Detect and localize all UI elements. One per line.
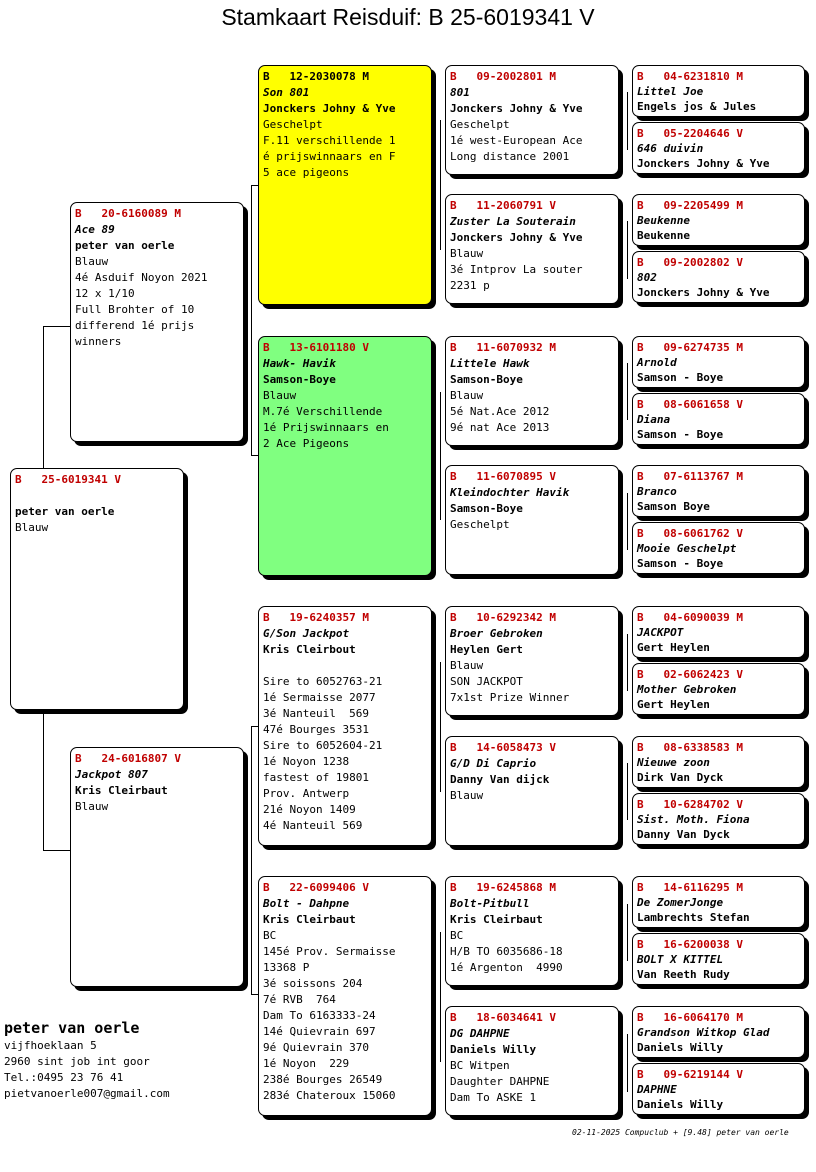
breeder: Kris Cleirbaut — [450, 913, 543, 926]
ring-number: B 09-2205499 M — [637, 199, 743, 212]
info-line: H/B TO 6035686-18 — [450, 945, 563, 958]
info-line: 4é Nanteuil 569 — [263, 819, 363, 832]
breeder: peter van oerle — [15, 505, 115, 518]
info-line: 12 x 1/10 — [75, 287, 135, 300]
pigeon-card-dam[interactable] — [70, 747, 244, 987]
ring-number: B 09-2002802 V — [637, 256, 743, 269]
pigeon-card-g12[interactable] — [632, 793, 805, 845]
blank-line — [15, 488, 179, 504]
ring-number: B 19-6245868 M — [450, 881, 556, 894]
ring-number: B 16-6064170 M — [637, 1011, 743, 1024]
breeder: Van Reeth Rudy — [637, 968, 730, 981]
pigeon-card-dam-dam[interactable] — [258, 876, 432, 1116]
breeder: Daniels Willy — [637, 1041, 724, 1054]
breeder: Jonckers Johny & Yve — [637, 286, 770, 299]
info-line: winners — [75, 335, 122, 348]
breeder: Lambrechts Stefan — [637, 911, 750, 924]
connector — [627, 1034, 628, 1092]
pigeon-card-g5[interactable] — [632, 336, 805, 388]
pigeon-card-sire[interactable] — [70, 202, 244, 442]
info-line: F.11 verschillende 1 — [263, 134, 396, 147]
pigeon-card-g4[interactable] — [632, 251, 805, 303]
connector — [43, 850, 70, 851]
pigeon-card-g11[interactable] — [632, 736, 805, 788]
connector — [440, 662, 441, 792]
pigeon-name: Broer Gebroken — [450, 627, 543, 640]
connector — [251, 726, 258, 727]
pigeon-card-self[interactable] — [10, 468, 184, 710]
ring-number: B 20-6160089 M — [75, 207, 181, 220]
pigeon-name: Grandson Witkop Glad — [637, 1026, 770, 1039]
breeder: Engels jos & Jules — [637, 100, 757, 113]
connector — [43, 712, 44, 850]
info-line: 47é Bourges 3531 — [263, 723, 369, 736]
pigeon-name: Zuster La Souterain — [450, 215, 576, 228]
pigeon-name: Mooie Geschelpt — [637, 542, 737, 555]
color: Blauw — [450, 659, 484, 672]
ring-number: B 09-2002801 M — [450, 70, 556, 83]
ring-number: B 16-6200038 V — [637, 938, 743, 951]
info-line: 14é Quievrain 697 — [263, 1025, 376, 1038]
pigeon-name: 801 — [450, 86, 470, 99]
pigeon-card-g8[interactable] — [632, 522, 805, 574]
pigeon-card-sire-dam[interactable] — [258, 336, 432, 576]
ring-number: B 05-2204646 V — [637, 127, 743, 140]
info-line: 2 Ace Pigeons — [263, 437, 350, 450]
info-line: 238é Bourges 26549 — [263, 1073, 383, 1086]
pigeon-name: Bolt - Dahpne — [263, 897, 350, 910]
connector — [43, 326, 70, 327]
pigeon-name: Littele Hawk — [450, 357, 530, 370]
ring-number: B 14-6058473 V — [450, 741, 556, 754]
info-line: fastest of 19801 — [263, 771, 369, 784]
ring-number: B 08-6338583 M — [637, 741, 743, 754]
ring-number: B 25-6019341 V — [15, 473, 121, 486]
info-line: 1é Argenton 4990 — [450, 961, 563, 974]
info-line: 4é Asduif Noyon 2021 — [75, 271, 208, 284]
pigeon-card-g15[interactable] — [632, 1006, 805, 1058]
color: BC Witpen — [450, 1059, 510, 1072]
info-line: 5é Nat.Ace 2012 — [450, 405, 550, 418]
owner-city: 2960 sint job int goor — [4, 1055, 150, 1068]
pigeon-name: Arnold — [637, 356, 677, 369]
ring-number: B 08-6061658 V — [637, 398, 743, 411]
connector — [251, 185, 252, 455]
ring-number: B 12-2030078 M — [263, 70, 369, 83]
pigeon-card-g3[interactable] — [632, 194, 805, 246]
info-line: 7é RVB 764 — [263, 993, 336, 1006]
info-line: 3é soissons 204 — [263, 977, 363, 990]
breeder: Gert Heylen — [637, 698, 710, 711]
info-line: SON JACKPOT — [450, 675, 523, 688]
info-line: 1é Prijswinnaars en — [263, 421, 389, 434]
info-line: M.7é Verschillende — [263, 405, 383, 418]
ring-number: B 24-6016807 V — [75, 752, 181, 765]
breeder: Daniels Willy — [450, 1043, 537, 1056]
connector — [627, 493, 628, 550]
info-line: 13368 P — [263, 961, 310, 974]
pigeon-name: Ace 89 — [75, 223, 115, 236]
color: Blauw — [75, 255, 109, 268]
breeder: Beukenne — [637, 229, 690, 242]
info-line: 1é Sermaisse 2077 — [263, 691, 376, 704]
breeder: Gert Heylen — [637, 641, 710, 654]
info-line: 3é Nanteuil 569 — [263, 707, 369, 720]
color: Blauw — [15, 521, 49, 534]
pigeon-card-g6[interactable] — [632, 393, 805, 445]
pigeon-card-dds[interactable] — [445, 876, 619, 986]
breeder: Jonckers Johny & Yve — [450, 231, 583, 244]
ring-number: B 04-6090039 M — [637, 611, 743, 624]
breeder: Jonckers Johny & Yve — [263, 102, 396, 115]
connector — [440, 932, 441, 1062]
pigeon-card-dss[interactable] — [445, 606, 619, 716]
color: BC — [450, 929, 464, 942]
pigeon-name: DAPHNE — [637, 1083, 677, 1096]
owner-name: peter van oerle — [4, 1019, 140, 1037]
pigeon-card-g16[interactable] — [632, 1063, 805, 1115]
ring-number: B 13-6101180 V — [263, 341, 369, 354]
pigeon-name: Beukenne — [637, 214, 690, 227]
breeder: Kris Cleirbout — [263, 643, 356, 656]
pigeon-card-g14[interactable] — [632, 933, 805, 985]
info-line: Prov. Antwerp — [263, 787, 350, 800]
pigeon-name: BOLT X KITTEL — [637, 953, 724, 966]
page-title: Stamkaart Reisduif: B 25-6019341 V — [221, 4, 595, 30]
ring-number: B 04-6231810 M — [637, 70, 743, 83]
info-line: Dam To ASKE 1 — [450, 1091, 537, 1104]
info-line: Dam To 6163333-24 — [263, 1009, 376, 1022]
pigeon-name: Hawk- Havik — [263, 357, 336, 370]
ring-number: B 09-6219144 V — [637, 1068, 743, 1081]
pigeon-name: JACKPOT — [637, 626, 684, 639]
breeder: Samson-Boye — [450, 373, 523, 386]
connector — [440, 392, 441, 520]
pigeon-name: Branco — [637, 485, 677, 498]
breeder: Heylen Gert — [450, 643, 523, 656]
pigeon-name: G/Son Jackpot — [263, 627, 350, 640]
owner-email[interactable]: pietvanoerle007@gmail.com — [4, 1087, 170, 1100]
pigeon-card-sire-sire[interactable] — [258, 65, 432, 305]
pigeon-name: Bolt-Pitbull — [450, 897, 530, 910]
color: Blauw — [263, 389, 297, 402]
color: Blauw — [450, 247, 484, 260]
breeder: Samson Boye — [637, 500, 710, 513]
color: Geschelpt — [450, 118, 510, 131]
footer-text: 02-11-2025 Compuclub + [9.48] peter van oerle — [572, 1128, 789, 1137]
info-line: differend 1é prijs — [75, 319, 195, 332]
breeder: Samson - Boye — [637, 428, 724, 441]
pigeon-name: 802 — [637, 271, 657, 284]
color: Geschelpt — [450, 518, 510, 531]
pigeon-card-dam-sire[interactable] — [258, 606, 432, 846]
color: BC — [263, 929, 277, 942]
connector — [251, 455, 258, 456]
breeder: Samson - Boye — [637, 557, 724, 570]
ring-number: B 11-6070895 V — [450, 470, 556, 483]
breeder: peter van oerle — [75, 239, 175, 252]
owner-address: vijfhoeklaan 5 — [4, 1039, 97, 1052]
info-line: 1é Noyon 229 — [263, 1057, 350, 1070]
pigeon-card-ddd[interactable] — [445, 1006, 619, 1116]
connector — [43, 326, 44, 468]
breeder: Samson - Boye — [637, 371, 724, 384]
pigeon-name: Littel Joe — [637, 85, 704, 98]
info-line: 21é Noyon 1409 — [263, 803, 356, 816]
breeder: Danny Van dijck — [450, 773, 550, 786]
ring-number: B 19-6240357 M — [263, 611, 369, 624]
pigeon-card-sdd[interactable] — [445, 465, 619, 575]
color: Blauw — [75, 800, 109, 813]
owner-phone: Tel.:0495 23 76 41 — [4, 1071, 124, 1084]
ring-number: B 14-6116295 M — [637, 881, 743, 894]
pigeon-name: Mother Gebroken — [637, 683, 737, 696]
ring-number: B 18-6034641 V — [450, 1011, 556, 1024]
pigeon-card-g10[interactable] — [632, 663, 805, 715]
info-line: 1é west-European Ace — [450, 134, 583, 147]
color: Blauw — [450, 389, 484, 402]
pigeon-card-g9[interactable] — [632, 606, 805, 658]
connector — [627, 904, 628, 961]
pigeon-name: DG DAHPNE — [450, 1027, 510, 1040]
pigeon-name: Nieuwe zoon — [637, 756, 710, 769]
info-line: Full Brohter of 10 — [75, 303, 195, 316]
info-line: 2231 p — [450, 279, 490, 292]
breeder: Jonckers Johny & Yve — [637, 157, 770, 170]
pigeon-name: Jackpot 807 — [75, 768, 148, 781]
ring-number: B 11-6070932 M — [450, 341, 556, 354]
owner-block — [4, 1018, 170, 1102]
connector — [251, 185, 258, 186]
ring-number: B 10-6292342 M — [450, 611, 556, 624]
color: Geschelpt — [263, 118, 323, 131]
pigeon-card-g13[interactable] — [632, 876, 805, 928]
pigeon-card-g2[interactable] — [632, 122, 805, 174]
info-line: 9é Quievrain 370 — [263, 1041, 369, 1054]
info-line: 1é Noyon 1238 — [263, 755, 350, 768]
breeder: Dirk Van Dyck — [637, 771, 724, 784]
ring-number: B 02-6062423 V — [637, 668, 743, 681]
ring-number: B 10-6284702 V — [637, 798, 743, 811]
breeder: Jonckers Johny & Yve — [450, 102, 583, 115]
info-line: Sire to 6052763-21 — [263, 675, 383, 688]
info-line: é prijswinnaars en F — [263, 150, 396, 163]
info-line: 3é Intprov La souter — [450, 263, 583, 276]
breeder: Samson-Boye — [263, 373, 336, 386]
pigeon-name: G/D Di Caprio — [450, 757, 537, 770]
breeder: Danny Van Dyck — [637, 828, 730, 841]
pigeon-name: Son 801 — [263, 86, 310, 99]
connector — [627, 363, 628, 420]
breeder: Samson-Boye — [450, 502, 523, 515]
connector — [251, 994, 258, 995]
info-line: 5 ace pigeons — [263, 166, 350, 179]
ring-number: B 09-6274735 M — [637, 341, 743, 354]
ring-number: B 08-6061762 V — [637, 527, 743, 540]
ring-number: B 22-6099406 V — [263, 881, 369, 894]
color — [263, 658, 427, 674]
info-line: Daughter DAHPNE — [450, 1075, 550, 1088]
breeder: Daniels Willy — [637, 1098, 724, 1111]
connector — [627, 763, 628, 820]
info-line: 283é Chateroux 15060 — [263, 1089, 396, 1102]
pigeon-card-sds[interactable] — [445, 336, 619, 446]
pigeon-name: 646 duivin — [637, 142, 704, 155]
pigeon-name: Diana — [637, 413, 671, 426]
breeder: Kris Cleirbaut — [75, 784, 168, 797]
info-line: Long distance 2001 — [450, 150, 570, 163]
pigeon-name: Kleindochter Havik — [450, 486, 570, 499]
pigeon-card-g7[interactable] — [632, 465, 805, 517]
connector — [627, 221, 628, 279]
connector — [440, 120, 441, 250]
connector — [251, 726, 252, 994]
ring-number: B 11-2060791 V — [450, 199, 556, 212]
pigeon-card-dsd[interactable] — [445, 736, 619, 846]
connector — [627, 634, 628, 691]
connector — [627, 92, 628, 150]
info-line: 9é nat Ace 2013 — [450, 421, 550, 434]
color: Blauw — [450, 789, 484, 802]
info-line: 7x1st Prize Winner — [450, 691, 570, 704]
breeder: Kris Cleirbaut — [263, 913, 356, 926]
info-line: 145é Prov. Sermaisse — [263, 945, 396, 958]
pigeon-card-ssd[interactable] — [445, 194, 619, 304]
info-line: Sire to 6052604-21 — [263, 739, 383, 752]
pigeon-name: De ZomerJonge — [637, 896, 724, 909]
pigeon-card-sss[interactable] — [445, 65, 619, 175]
pigeon-card-g1[interactable] — [632, 65, 805, 117]
ring-number: B 07-6113767 M — [637, 470, 743, 483]
pigeon-name: Sist. Moth. Fiona — [637, 813, 750, 826]
